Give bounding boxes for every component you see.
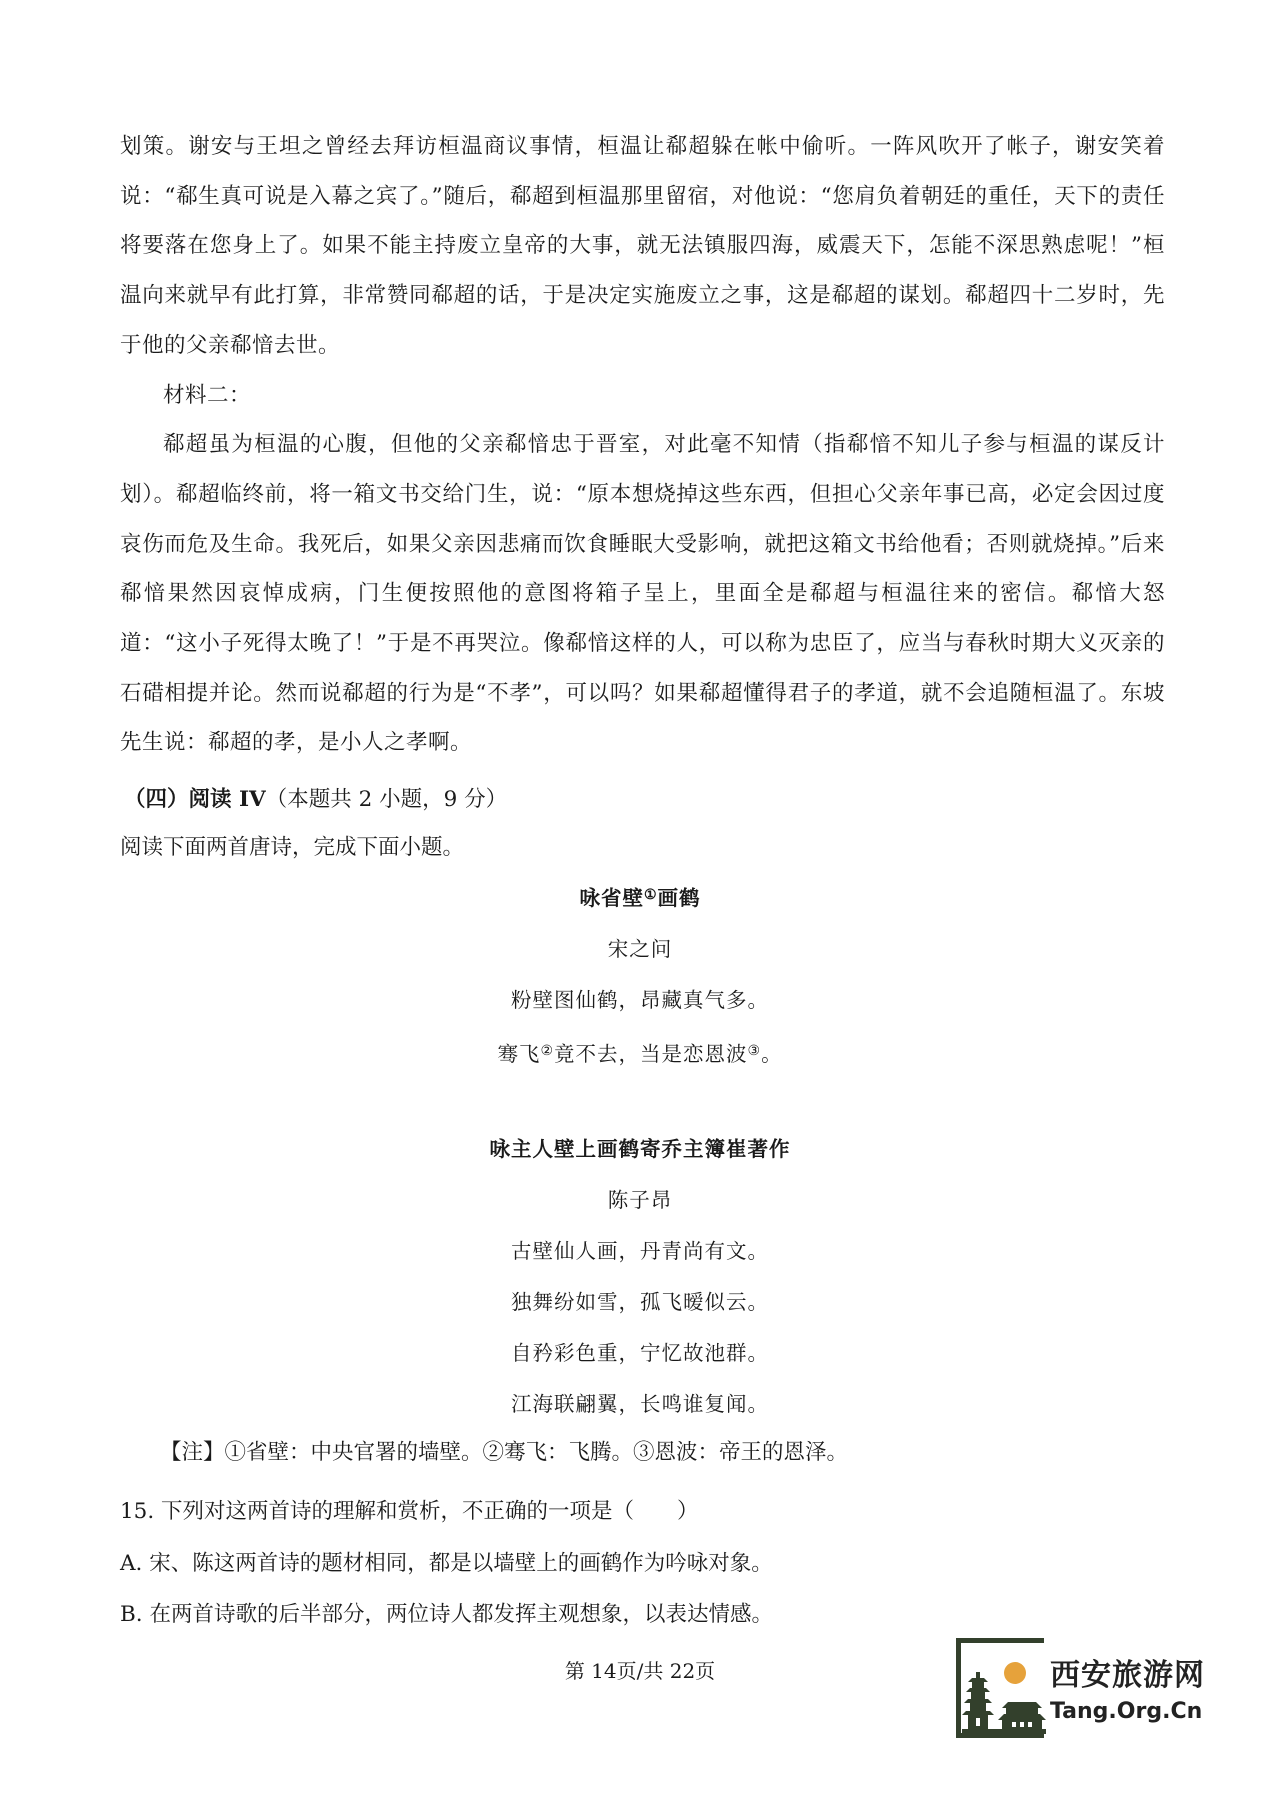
- poem-2-line: 自矜彩色重，宁忆故池群。: [511, 1341, 769, 1365]
- poem-2: [0, 1124, 1280, 1430]
- question-15: [120, 1486, 1165, 1641]
- poem-2-title: 咏主人壁上画鹤寄乔主簿崔著作: [489, 1137, 791, 1161]
- option-a: A. 宋、陈这两首诗的题材相同，都是以墙壁上的画鹤作为吟咏对象。: [120, 1550, 773, 1576]
- page-number: 第 14页/共 22页: [564, 1659, 716, 1683]
- question-stem: 15. 下列对这两首诗的理解和赏析，不正确的一项是（ ）: [120, 1499, 699, 1524]
- material-2-label: 材料二：: [163, 382, 252, 408]
- poem-1-title: 咏省壁①画鹤: [579, 886, 701, 910]
- logo-domain: Tang.Org.Cn: [1050, 1699, 1203, 1724]
- passage-paragraph-1: 划策。谢安与王坦之曾经去拜访桓温商议事情，桓温让郗超躲在帐中偷听。一阵风吹开了帐子，谢安笑着说：“郗生真可说是入幕之宾了。”随后，郗超到桓温那里留宿，对他说：“您肩负着朝廷的重任，天下的责任将要落在您身上了。如果不能主持废立皇帝的大事，就无法镇服四海，威震天下，怎能不深思熟虑呢！”桓温向来就早有此打算，非常赞同郗超的话，于是决定实施废立之事，这是郗超的谋划。郗超四十二岁时，先于他的父亲郗愔去世。: [120, 134, 1165, 358]
- poem-2-author: 陈子昂: [607, 1188, 673, 1212]
- logo-name-cn: 西安旅游网: [1050, 1658, 1205, 1693]
- section-heading: [124, 782, 507, 818]
- option-b: B. 在两首诗歌的后半部分，两位诗人都发挥主观想象，以表达情感。: [120, 1602, 773, 1627]
- passage-text: [120, 122, 1165, 768]
- passage-paragraph-2: 郗超虽为桓温的心腹，但他的父亲郗愔忠于晋室，对此毫不知情（指郗愔不知儿子参与桓温的谋反计划）。郗超临终前，将一箱文书交给门生，说：“原本想烧掉这些东西，但担心父亲年事已高，必定会因过度哀伤而危及生命。我死后，如果父亲因悲痛而饮食睡眠大受影响，就把这箱文书给他看；否则就烧掉。”后来郗愔果然因哀悼成病，门生便按照他的意图将箱子呈上，里面全是郗超与桓温往来的密信。郗愔大怒道：“这小子死得太晚了！”于是不再哭泣。像郗愔这样的人，可以称为忠臣了，应当与春秋时期大义灭亲的石碏相提并论。然而说郗超的行为是“不孝”，可以吗？如果郗超懂得君子的孝道，就不会追随桓温了。东坡先生说：郗超的孝，是小人之孝啊。: [120, 432, 1165, 756]
- watermark-logo: [956, 1638, 1206, 1748]
- poem-1-line-1: 粉壁图仙鹤，昂藏真气多。: [511, 988, 769, 1012]
- poem-2-line: 独舞纷如雪，孤飞暧似云。: [511, 1290, 769, 1314]
- reading-instruction: 阅读下面两首唐诗，完成下面小题。: [120, 835, 465, 860]
- pagoda-icon: [962, 1668, 1046, 1734]
- poem-1-author: 宋之问: [607, 937, 673, 961]
- poem-2-line: 古壁仙人画，丹青尚有文。: [511, 1239, 769, 1263]
- section-heading-detail: （本题共 2 小题，9 分）: [265, 787, 508, 812]
- poem-1: [0, 870, 1280, 1080]
- poem-1-line-2: 骞飞②竟不去，当是恋恩波③。: [497, 1042, 783, 1066]
- poem-2-line: 江海联翩翼，长鸣谁复闻。: [511, 1392, 769, 1416]
- annotation-note: 【注】①省壁：中央官署的墙壁。②骞飞：飞腾。③恩波：帝王的恩泽。: [160, 1440, 849, 1465]
- section-heading-bold: （四）阅读 IV: [124, 787, 266, 812]
